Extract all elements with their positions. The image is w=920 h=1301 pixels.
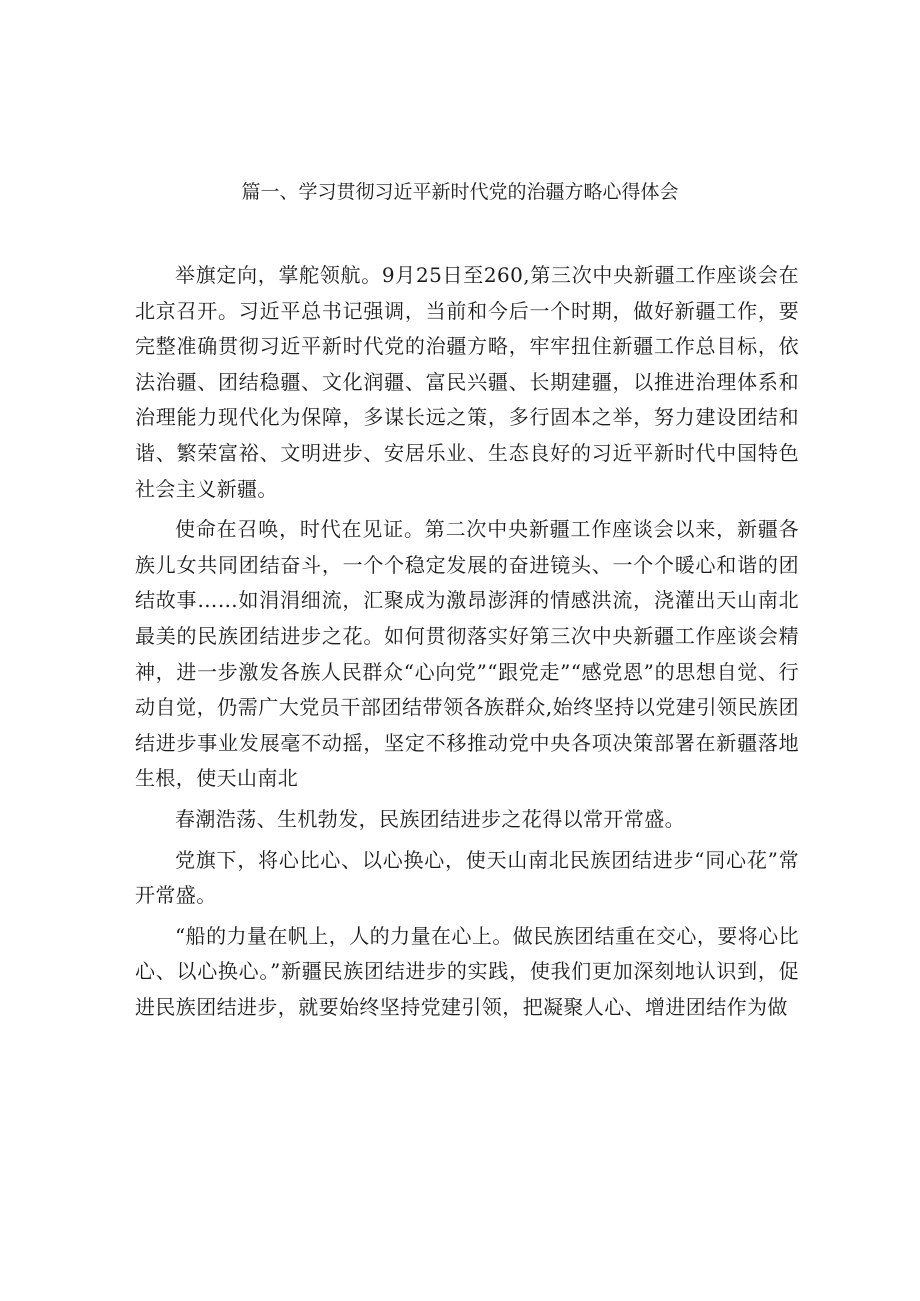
paragraph: 春潮浩荡、生机勃发，民族团结进步之花得以常开常盛。 (175, 806, 685, 831)
paragraph: 党旗下，将心比心、以心换心，使天山南北民族团结进步“同心花”常开常盛。 (135, 847, 799, 908)
paragraph: 使命在召唤，时代在见证。第二次中央新疆工作座谈会以来，新疆各族儿女共同团结奋斗，一个个稳定发展的奋进镜头、一个个暖心和谐的团结故事……如涓涓细流，汇聚成为激昂澎湃的情感洪流，浇灌出天山南北最美的民族团结进步之花。如何贯彻落实好第三次中央新疆工作座谈会精神，进一步激发各族人民群众“心向党”“跟党走”“感党恩”的思想自觉、行动自觉，仍需广大党员干部团结带领各族群众,始终坚持以党建引领民族团结进步事业发展毫不动摇，坚定不移推动党中央各项决策部署在新疆落地生根，使天山南北 (135, 517, 799, 791)
paragraph: “船的力量在帆上，人的力量在心上。做民族团结重在交心，要将心比心、以心换心。”新疆民族团结进步的实践，使我们更加深刻地认识到，促进民族团结进步，就要始终坚持党建引领，把凝聚人心、增进团结作为做 (135, 923, 799, 1019)
document-body (135, 258, 799, 1030)
document-title: 篇一、学习贯彻习近平新时代党的治疆方略心得体会 (241, 181, 679, 203)
paragraph: 举旗定向，掌舵领航。9月25日至260,第三次中央新疆工作座谈会在北京召开。习近平总书记强调，当前和今后一个时期，做好新疆工作，要完整准确贯彻习近平新时代党的治疆方略，牢牢扭住新疆工作总目标，依法治疆、团结稳疆、文化润疆、富民兴疆、长期建疆，以推进治理体系和治理能力现代化为保障，多谋长远之策，多行固本之举，努力建设团结和谐、繁荣富裕、文明进步、安居乐业、生态良好的习近平新时代中国特色社会主义新疆。 (135, 263, 799, 501)
